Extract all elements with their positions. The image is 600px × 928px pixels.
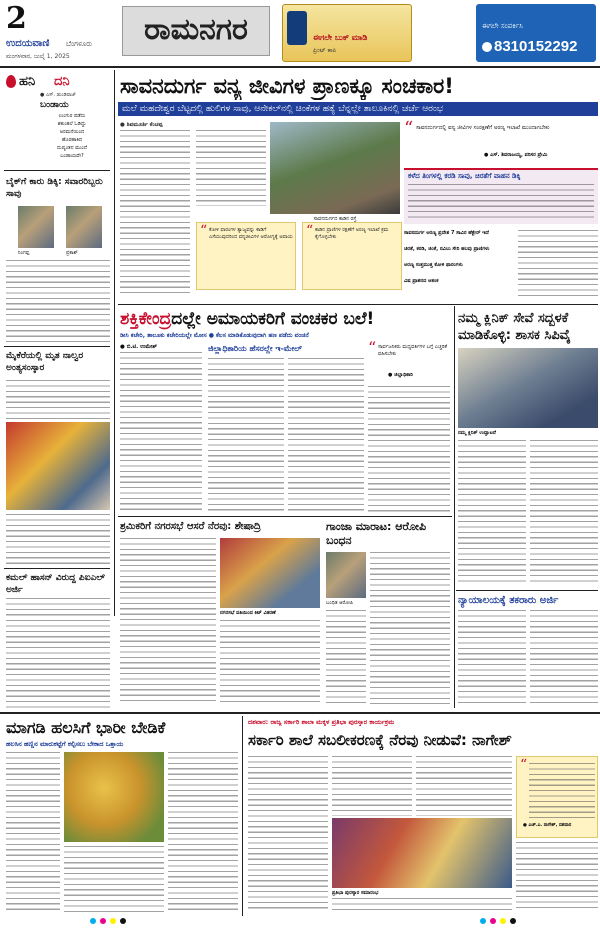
bottom-right-headline: ಸರ್ಕಾರಿ ಶಾಲೆ ಸಬಲೀಕರಣಕ್ಕೆ ನೆರವು ನೀಡುವೆ: ನಾಗೇಶ್ — [248, 731, 512, 749]
right-quote — [404, 118, 598, 164]
story-body — [6, 260, 110, 342]
story-body — [332, 756, 412, 816]
bottom-left-headline: ಮಾಗಡಿ ಹಲಸಿಗೆ ಭಾರೀ ಬೇಡಿಕೆ — [6, 718, 166, 737]
quote-text: ಕೋಳಿ ಫಾರಂಗಳ ತ್ಯಾಜ್ಯವನ್ನು ಕಾಡಿಗೆ ಎಸೆಯುವುದರಿಂದ ವನ್ಯಜೀವಿಗಳ ಆರೋಗ್ಯಕ್ಕೆ ಅಪಾಯ — [209, 227, 293, 240]
poem-body — [34, 112, 110, 160]
ad-top-middle — [282, 4, 412, 62]
person-photo — [66, 206, 102, 248]
section-divider — [0, 712, 600, 714]
story2-body — [208, 358, 284, 512]
story2-body — [120, 352, 202, 512]
column-divider — [242, 716, 243, 916]
story-body — [332, 898, 512, 912]
quote-text — [529, 763, 595, 819]
lead-subhead: ಮಲೆ ಮಹದೇಶ್ವರ ಬೆಟ್ಟದಲ್ಲಿ ಹುಲಿಗಳ ಸಾವು, ಆನೇಕಲ್‌ನಲ್ಲಿ ಚಿಂಕೆಗಳ ಹತ್ಯೆ ಬೆನ್ನಲ್ಲೇ ತಾಲೂಕಿನಲ್ಲಿ ಚರ್ಚೆ ಆರಂಭ — [122, 104, 444, 114]
story-body — [6, 598, 110, 616]
section-title: ರಾಮನಗರ — [144, 12, 248, 47]
ad-top-mid-text: ಈಗಲೇ ಬುಕ್ ಮಾಡಿ — [313, 33, 368, 42]
cmyk-dot — [510, 918, 516, 924]
story-body — [416, 756, 512, 816]
divider — [118, 516, 452, 517]
right-body — [530, 440, 598, 586]
news-photo — [64, 752, 164, 842]
quote-mark-icon: “ — [200, 223, 208, 239]
story2-inner-title: ಜಿಲ್ಲಾಧಿಕಾರಿಯ ಹೆಸರಲ್ಲೇ ಇ-ಮೇಲ್ — [208, 344, 302, 353]
list-item: ವಿಷ ಪ್ರಾಶನದ ಆತಂಕ — [404, 278, 439, 284]
poem-title: ಬಂಡಾಯ — [40, 100, 69, 110]
cmyk-dot — [490, 918, 496, 924]
phone-icon — [287, 11, 307, 45]
masthead — [0, 0, 600, 66]
headline-accent: ಶಕ್ತಿಕೇಂದ್ರ — [120, 309, 172, 329]
news-photo — [6, 422, 110, 510]
ad-phone-label: ಈಗಲೇ ಸಂಪರ್ಕಿಸಿ — [482, 22, 523, 30]
bottom-left-subhead: ಹಲಸಿನ ಹಣ್ಣಿನ ಮಾರುಕಟ್ಟೆಗೆ ಕಲ್ಪಿಸಲು ಬೇಕಾದ ಒತ್ತಾಯ — [6, 740, 124, 748]
cmyk-dot — [500, 918, 506, 924]
quote-box — [196, 222, 296, 290]
list-item: ಅರಣ್ಯ ಸುತ್ತಮುತ್ತ ಕೋಳಿ ಫಾರಂಗಳು — [404, 262, 463, 268]
quote-text: ಕಾಡಿನ ಪ್ರಾಣಿಗಳ ರಕ್ಷಣೆಗೆ ಅರಣ್ಯ ಇಲಾಖೆ ಕ್ರಮ ಕೈಗೊಳ್ಳಬೇಕು — [315, 227, 389, 240]
city-label: ಬೆಂಗಳೂರು — [66, 40, 93, 48]
photo-caption: ಸಾವನದುರ್ಗದ ಕಾಡಿನ ರಸ್ತೆ — [313, 216, 357, 222]
info-box-body — [408, 184, 594, 222]
right-body — [530, 610, 598, 706]
story-body — [6, 514, 110, 564]
poem-line: ಬಂಡಾಯವೇ? — [60, 153, 84, 159]
story-title: ಶ್ರಮಿಕರಿಗೆ ನಗರಸಭೆ ಆಸರೆ ನೆರವು: ಶೇಷಾದ್ರಿ — [120, 521, 261, 532]
story-title: ಮೈಕೆರೆಯಲ್ಲಿ ಮೃತ ನಾಲ್ವರ ಅಂತ್ಯಸಂಸ್ಕಾರ — [6, 351, 84, 373]
divider — [118, 304, 598, 305]
photo-caption: ನಗರಸಭೆ ವತಿಯಿಂದ ಕಿಟ್ ವಿತರಣೆ — [220, 610, 276, 616]
story-body — [248, 756, 328, 912]
story-body — [6, 752, 60, 912]
list-item: ಸಾವನದುರ್ಗ ಅರಣ್ಯ ಪ್ರದೇಶ 7 ಸಾವಿರ ಹೆಕ್ಟೇರ್ ಇದೆ — [404, 230, 489, 236]
story2-subhead: ಡೀಸಿ ಕಚೇರಿ, ತಾಲೂಕು ಕಚೇರಿಯಲ್ಲೇ ಮೋಸ ● ಕೆಲಸ ಮಾಡಿಕೊಡುವುದಾಗಿ ಹಣ ಪಡೆದು ವಂಚನೆ — [120, 332, 309, 339]
sidebar — [0, 70, 112, 616]
cmyk-dot — [90, 918, 96, 924]
story-title: ಕಮಲ್ ಹಾಸನ್ ವಿರುದ್ದ ಪಿಐಎಲ್ ಅರ್ಜಿ — [6, 573, 106, 595]
quote-mark-icon: “ — [306, 223, 314, 239]
poem-line: ದುಷ್ಯಂತನ ಮುಂದೆ — [56, 145, 88, 151]
quote-author: ● ಜಿಲ್ಲಾಧಿಕಾರಿ — [388, 372, 413, 378]
poem-line: ಉಂಗುರ ಪಡೆದು — [58, 113, 86, 119]
photo-caption: ನಿಂಗಪ್ಪ — [18, 250, 30, 256]
photo-caption: ಬಂಧಿತ ಆರೋಪಿ — [326, 600, 354, 606]
story-body — [120, 538, 216, 704]
lead-body — [120, 130, 190, 294]
dateline: ಮಂಗಳವಾರ, ಜುಲೈ 1, 2025 — [6, 53, 70, 60]
story2-body — [288, 358, 364, 512]
lead-photo — [270, 122, 400, 214]
story2-body — [368, 386, 450, 512]
story-body — [64, 846, 164, 912]
info-box-title: ಕಳೆದ ತಿಂಗಳಲ್ಲಿ ಕರಡಿ ಸಾವು, ಚಿರತೆಗೆ ವಾಹನ ಡಿಕ್ಕಿ — [408, 172, 521, 180]
poem-author: ● ಎಸ್. ಡುಂಡಿರಾಜ್ — [40, 92, 77, 98]
right-story2-title: ನ್ಯಾಯಾಲಯಕ್ಕೆ ತಕರಾರು ಅರ್ಜಿ — [458, 595, 559, 606]
list-item: ಚಿರತೆ, ಕರಡಿ, ಜಿಂಕೆ, ನವಿಲು ಸೇರಿ ಹಲವು ಪ್ರಾಣಿಗಳು — [404, 246, 490, 252]
cmyk-dot — [120, 918, 126, 924]
poem-line: ಶಕುಂತಲೆ ಓಡಿದ್ದು — [57, 121, 87, 127]
story-body — [326, 610, 366, 704]
quote-box — [302, 222, 402, 290]
brand-suffix: ದನಿ — [54, 74, 70, 89]
quote-mark-icon: “ — [368, 338, 377, 357]
news-photo — [458, 348, 598, 428]
story-body — [6, 380, 110, 420]
brand-logo — [6, 74, 106, 90]
news-photo — [332, 818, 512, 888]
divider — [4, 346, 110, 347]
photo-caption: ಪ್ರತಿಭಾ ಪುರಸ್ಕಾರ ಸಮಾರಂಭ — [332, 890, 379, 896]
drop-icon — [6, 75, 16, 88]
info-box — [404, 168, 598, 224]
story-body — [168, 752, 238, 912]
cmyk-dot — [100, 918, 106, 924]
kicker: ದಶವಾರ: ರಾಜ್ಯ ಸರ್ಕಾರಿ ಶಾಲಾ ಮಕ್ಕಳ ಪ್ರತಿಭಾ ಪುರಸ್ಕಾರ ಕಾರ್ಯಕ್ರಮ — [248, 718, 395, 726]
divider — [456, 590, 598, 591]
phone-icon — [482, 42, 492, 52]
page-number: 2 — [6, 1, 27, 36]
column-divider — [454, 306, 455, 708]
divider — [4, 170, 110, 171]
quote-mark-icon: “ — [404, 118, 414, 139]
story-body — [220, 620, 320, 704]
column-divider — [114, 70, 115, 616]
ad-top-mid-text2: ಪ್ರಿಂಟ್ ಕಾಪಿ — [313, 47, 337, 54]
headline-rest: ದಲ್ಲೇ ಅಮಾಯಕರಿಗೆ ವಂಚಕರ ಬಲೆ! — [171, 309, 375, 329]
right-headline: ನಮ್ಮ ಕ್ಲಿನಿಕ್ ಸೇವೆ ಸದ್ಬಳಕೆ ಮಾಡಿಕೊಳ್ಳಿ: ಶಾಸಕ ಸಿಪಿವೈ — [458, 311, 571, 343]
masthead-divider — [0, 66, 600, 68]
quote-author: ● ಎಚ್.ಎ. ನಾಗೇಶ್, ದಶವಾರ — [523, 823, 572, 828]
bullet-list — [404, 230, 514, 300]
story2-headline — [120, 308, 450, 330]
story-title: ಗಾಂಜಾ ಮಾರಾಟ: ಆರೋಪಿ ಬಂಧನ — [326, 520, 427, 547]
quote-text: ಸಾವನದುರ್ಗದಲ್ಲಿ ವನ್ಯ ಜೀವಿಗಳ ಸಂರಕ್ಷಣೆಗೆ ಅರಣ್ಯ ಇಲಾಖೆ ಮುಂದಾಗಬೇಕು — [416, 125, 550, 131]
story-title: ಬೈಕ್‌ಗೆ ಕಾರು ಡಿಕ್ಕಿ: ಸವಾರರಿಬ್ಬರು ಸಾವು — [6, 177, 103, 199]
lead-byline: ● ಶಿವಮೂರ್ತಿ ಕೆಂಚಪ್ಪ — [120, 122, 163, 128]
print-registration-marks — [90, 918, 520, 926]
cmyk-dot — [480, 918, 486, 924]
news-photo — [220, 538, 320, 608]
divider — [4, 568, 110, 569]
lead-headline: ಸಾವನದುರ್ಗ ವನ್ಯ ಜೀವಿಗಳ ಪ್ರಾಣಕ್ಕೂ ಸಂಚಕಾರ! — [120, 74, 454, 98]
quote-box — [516, 756, 598, 838]
ad-phone-number: 8310152292 — [494, 38, 578, 55]
quote-author: ● ಎಸ್. ಶಿವರಾಜಯ್ಯ, ಪರಿಸರ ಪ್ರೇಮಿ — [484, 152, 548, 158]
poem-line: ಹೊರಹಾಕಿದ — [61, 137, 83, 143]
photo-caption: ನಮ್ಮ ಕ್ಲಿನಿಕ್ ಉದ್ಘಾಟನೆ — [458, 430, 496, 436]
ad-top-right — [476, 4, 596, 62]
poem-line: ಅರಮನೆಯಿಂದ — [59, 129, 85, 135]
cmyk-dot — [110, 918, 116, 924]
lead-body — [518, 230, 598, 300]
story-body — [370, 552, 450, 704]
story-body — [6, 620, 110, 708]
lead-body — [196, 130, 266, 206]
brand-prefix: ಹನಿ — [19, 74, 36, 89]
quote-mark-icon: “ — [520, 757, 528, 773]
quote-text: ಸಾರ್ವಜನಿಕರು ಮಧ್ಯವರ್ತಿಗಳ ಬಗ್ಗೆ ಎಚ್ಚರಿಕೆ ವಹಿಸಬೇಕು — [378, 344, 447, 357]
right-body — [458, 440, 526, 586]
person-photo — [18, 206, 54, 248]
quote-box — [368, 338, 450, 382]
story2-byline: ● ಬಿ.ಟಿ. ಉಮೇಶ್ — [120, 344, 158, 350]
photo-caption: ಪ್ರಕಾಶ್ — [66, 250, 78, 256]
right-body — [458, 610, 526, 706]
person-photo — [326, 552, 366, 598]
paper-name: ಉದಯವಾಣಿ — [6, 38, 50, 49]
story-body — [516, 842, 598, 912]
